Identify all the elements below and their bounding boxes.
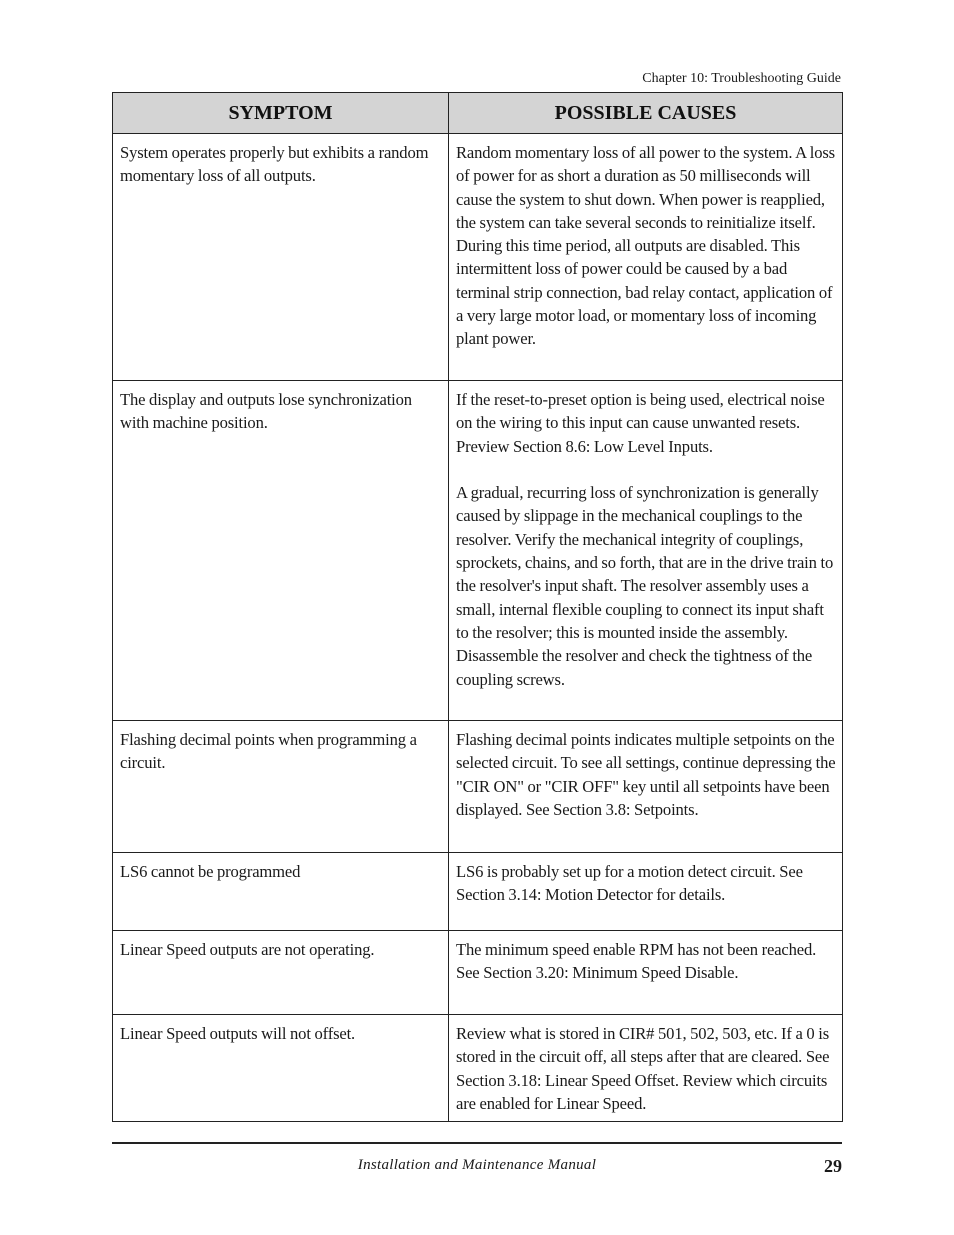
causes-text: LS6 is probably set up for a motion detect circuit. See Section 3.14: Motion Detector for details. [456, 862, 803, 905]
causes-cell [449, 931, 843, 1015]
symptom-cell [113, 134, 449, 381]
causes-text: The minimum speed enable RPM has not been reached. See Section 3.20: Minimum Speed Disable. [456, 940, 817, 983]
table-header-row [113, 93, 843, 134]
causes-text: Flashing decimal points indicates multiple setpoints on the selected circuit. To see all settings, continue depressing the "CIR ON" or "CIR OFF" key until all setpoints have been displayed. See Section 3.8: Setpoints. [456, 730, 836, 819]
symptom-cell [113, 381, 449, 721]
symptom-cell [113, 931, 449, 1015]
causes-cell [449, 134, 843, 381]
running-head: Chapter 10: Troubleshooting Guide [642, 71, 841, 86]
symptom-cell [113, 853, 449, 931]
table-row [113, 931, 843, 1015]
causes-text: Review what is stored in CIR# 501, 502, 503, etc. If a 0 is stored in the circuit off, all steps after that are cleared. See Section 3.18: Linear Speed Offset. Review which circuits are enabled for Linear Speed. [456, 1024, 830, 1113]
table-row [113, 134, 843, 381]
causes-cell [449, 381, 843, 721]
causes-cell [449, 1015, 843, 1122]
symptom-text: LS6 cannot be programmed [120, 862, 301, 881]
column-header-possible-causes: POSSIBLE CAUSES [449, 93, 843, 134]
causes-cell [449, 853, 843, 931]
symptom-cell [113, 721, 449, 853]
table-row [113, 381, 843, 721]
causes-text: If the reset-to-preset option is being used, electrical noise on the wiring to this input can cause unwanted resets. Preview Section 8.6: Low Level Inputs. A gradual, recurring loss of synchronization is generally caused by slippage in the mechanical couplings to the resolver. Verify the mechanical integrity of couplings, sprockets, chains, and so forth, that are in the drive train to the resolver's input shaft. The resolver assembly uses a small, internal flexible coupling to connect its input shaft to the resolver; this is mounted inside the assembly. Disassemble the resolver and check the tightness of the coupling screws. [456, 390, 834, 689]
causes-text: Random momentary loss of all power to the system. A loss of power for as short a duration as 50 milliseconds will cause the system to shut down. When power is reapplied, the system can take several seconds to reinitialize itself. During this time period, all outputs are disabled. This intermittent loss of power could be caused by a bad terminal strip connection, bad relay contact, application of a very large motor load, or momentary loss of incoming plant power. [456, 143, 835, 349]
symptom-text: Linear Speed outputs are not operating. [120, 940, 375, 959]
table-row [113, 853, 843, 931]
page-number: 29 [824, 1156, 842, 1176]
symptom-text: System operates properly but exhibits a random momentary loss of all outputs. [120, 143, 429, 186]
table-row [113, 1015, 843, 1122]
symptom-text: The display and outputs lose synchronization with machine position. [120, 390, 412, 433]
footer-divider [112, 1142, 842, 1144]
column-header-symptom: SYMPTOM [113, 93, 449, 134]
footer-manual-title: Installation and Maintenance Manual [357, 1157, 597, 1173]
troubleshooting-table [112, 92, 843, 1122]
table-row [113, 721, 843, 853]
symptom-cell [113, 1015, 449, 1122]
causes-cell [449, 721, 843, 853]
symptom-text: Flashing decimal points when programming a circuit. [120, 730, 417, 773]
symptom-text: Linear Speed outputs will not offset. [120, 1024, 356, 1043]
